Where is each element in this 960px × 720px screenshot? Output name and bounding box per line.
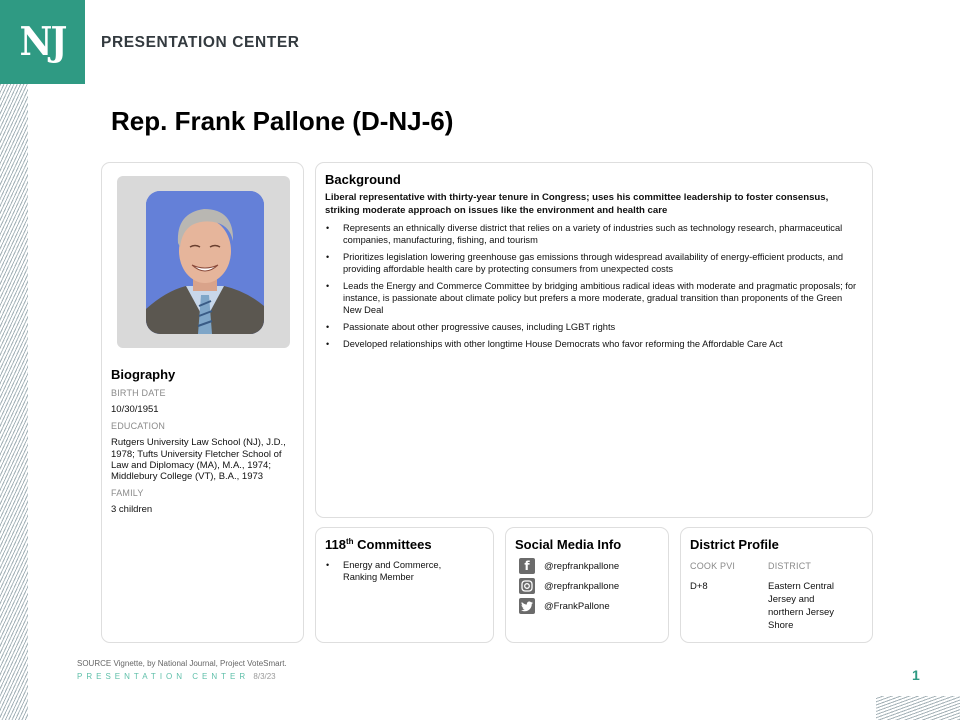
district-value: Eastern Central Jersey and northern Jersey Shore [768, 581, 835, 631]
family-label: FAMILY [111, 488, 144, 499]
page-title: Rep. Frank Pallone (D-NJ-6) [111, 106, 454, 136]
decorative-stripes-right [876, 696, 960, 720]
portrait-illustration [146, 191, 264, 334]
instagram-handle[interactable]: @repfrankpallone [544, 580, 620, 592]
decorative-stripes-left [0, 84, 28, 720]
background-bullet: • Leads the Energy and Commerce Committee by bridging ambitious radical ideas with moderate and pragmatic proposals; for instance, is passionate about climate policy but prefers a more moderate, gradual transition than proponents of the Green New Deal [325, 280, 860, 316]
logo-text: NJ [19, 18, 66, 66]
background-bullet: • Passionate about other progressive causes, including LGBT rights [325, 321, 860, 333]
footer-date: 8/3/23 [253, 672, 276, 681]
instagram-icon [519, 578, 535, 594]
facebook-icon: f [519, 558, 535, 574]
committees-heading-sup: th [345, 537, 354, 546]
education-label: EDUCATION [111, 421, 166, 432]
background-bullet: • Represents an ethnically diverse district that relies on a variety of industries such as technology research, pharmaceutical companies, manufacturing, fishing, and tourism [325, 222, 860, 246]
nj-logo [0, 0, 85, 84]
family-value: 3 children [111, 504, 153, 516]
committees-list [325, 559, 485, 583]
facebook-handle[interactable]: @repfrankpallone [544, 560, 620, 572]
social-row-twitter[interactable] [519, 596, 660, 616]
birth-date-label: BIRTH DATE [111, 388, 166, 398]
district-heading: District Profile [690, 537, 779, 552]
social-media-card [505, 527, 669, 643]
education-value: Rutgers University Law School (NJ), J.D., 1978; Tufts University Fletcher School of Law and Diplomacy (MA), M.A., 1974; Middlebury College (VT), B.A., 1973 [111, 437, 286, 483]
footer-brand-text: PRESENTATION CENTER [77, 672, 250, 681]
footer-source: SOURCE Vignette, by National Journal, Project VoteSmart. [77, 659, 287, 668]
social-row-facebook[interactable] [519, 556, 660, 576]
district-grid [690, 561, 864, 638]
background-bullet: • Developed relationships with other longtime House Democrats who favor reforming the Affordable Care Act [325, 338, 860, 350]
biography-heading: Biography [111, 367, 176, 382]
biography-section [111, 367, 296, 522]
committees-heading-number: 118 [325, 537, 346, 552]
committees-card [315, 527, 494, 643]
brand-name: PRESENTATION CENTER [101, 34, 300, 51]
district-label: DISTRICT [768, 561, 812, 571]
twitter-icon [519, 598, 535, 614]
background-bullets [325, 222, 860, 350]
birth-date-value: 10/30/1951 [111, 404, 159, 415]
committees-heading [325, 537, 485, 552]
district-profile-card [680, 527, 873, 643]
committees-heading-text: Committees [353, 537, 432, 552]
background-bullet: • Prioritizes legislation lowering greenhouse gas emissions through widespread availability of energy-efficient products, and providing affordable health care by protecting consumers from unexpected costs [325, 251, 860, 275]
footer-brand [77, 672, 276, 681]
portrait-photo [146, 191, 264, 334]
photo-frame [117, 176, 290, 348]
background-heading: Background [325, 172, 401, 187]
cook-pvi-label: COOK PVI [690, 561, 736, 571]
biography-card [101, 162, 304, 643]
page-number: 1 [912, 667, 920, 683]
committee-item: • Energy and Commerce, Ranking Member [325, 559, 485, 583]
social-row-instagram[interactable] [519, 576, 660, 596]
cook-pvi-value: D+8 [690, 581, 708, 592]
twitter-handle[interactable]: @FrankPallone [544, 600, 610, 612]
social-heading: Social Media Info [515, 537, 622, 552]
background-card [315, 162, 873, 518]
background-summary: Liberal representative with thirty-year tenure in Congress; uses his committee leadership to foster consensus, striking moderate approach on issues like the environment and health care [325, 192, 829, 216]
